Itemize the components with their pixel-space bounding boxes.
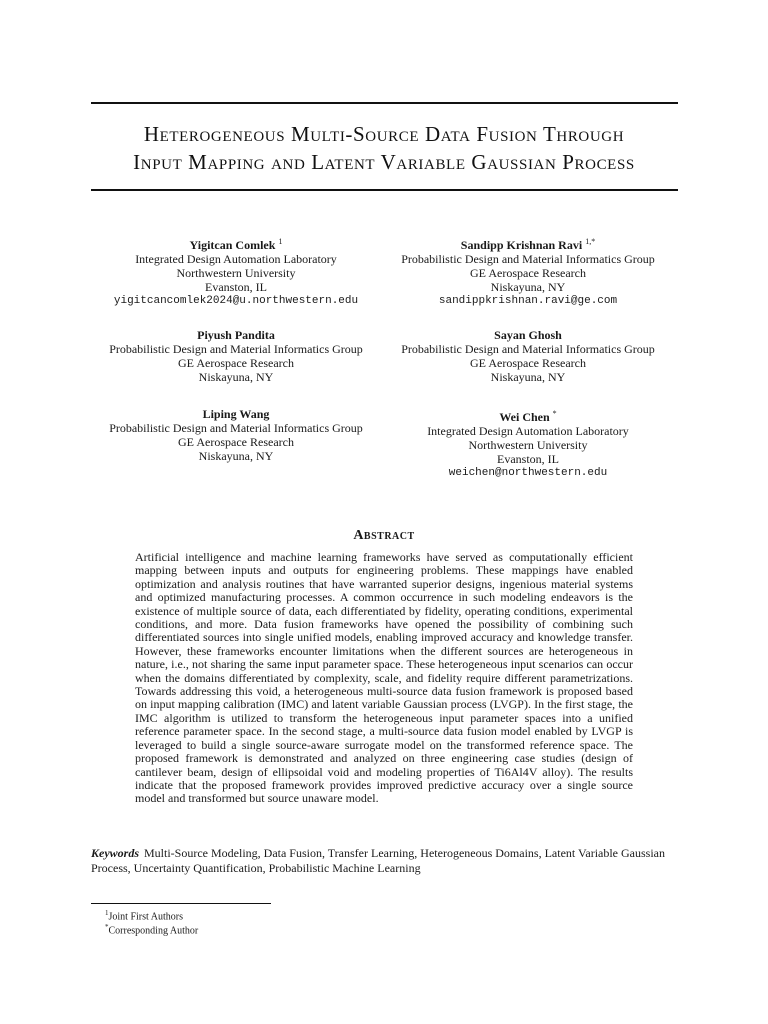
author-location: Niskayuna, NY: [490, 370, 566, 384]
author-email[interactable]: yigitcancomlek2024@u.northwestern.edu: [113, 295, 359, 307]
paper-title-line-1: Heterogeneous Multi-Source Data Fusion Through: [143, 122, 625, 146]
keywords-text: Multi-Source Modeling, Data Fusion, Transfer Learning, Heterogeneous Domains, Latent Variable Gaussian Process, Uncertainty Quantification, Probabilistic Machine Learning: [91, 846, 666, 875]
author-block: [76, 235, 396, 308]
author-affiliation: Probabilistic Design and Material Informatics Group: [401, 252, 655, 266]
author-name: Liping Wang: [202, 407, 270, 421]
author-affiliation: Probabilistic Design and Material Informatics Group: [109, 421, 363, 435]
author-name: Sayan Ghosh: [494, 328, 562, 342]
author-block: [76, 328, 396, 384]
author-location: Evanston, IL: [205, 280, 267, 294]
author-location: Niskayuna, NY: [198, 370, 274, 384]
author-email[interactable]: weichen@northwestern.edu: [448, 467, 608, 479]
author-block: [368, 235, 688, 308]
title-rule-bottom: [91, 189, 678, 191]
author-name: Wei Chen *: [499, 409, 557, 424]
abstract-heading: Abstract: [353, 528, 415, 543]
author-institution: GE Aerospace Research: [470, 356, 586, 370]
author-institution: Northwestern University: [468, 438, 588, 452]
keywords: [91, 846, 678, 876]
author-name: Sandipp Krishnan Ravi $^{1,*}$: [460, 237, 596, 252]
footnote-rule: [91, 903, 271, 904]
author-name: Yigitcan Comlek $^1$: [189, 237, 283, 252]
author-location: Evanston, IL: [497, 452, 559, 466]
footnote: *Corresponding Author: [105, 923, 199, 937]
footnote: $^1$Joint First Authors: [105, 909, 183, 923]
author-block: [368, 328, 688, 384]
author-affiliation: Integrated Design Automation Laboratory: [135, 252, 337, 266]
author-name: Piyush Pandita: [197, 328, 275, 342]
author-email[interactable]: sandippkrishnan.ravi@ge.com: [438, 295, 618, 307]
author-affiliation: Integrated Design Automation Laboratory: [427, 424, 629, 438]
author-block: [368, 407, 688, 480]
author-affiliation: Probabilistic Design and Material Informatics Group: [109, 342, 363, 356]
author-affiliation: Probabilistic Design and Material Informatics Group: [401, 342, 655, 356]
title-rule-top: [91, 102, 678, 104]
paper-title-line-2: Input Mapping and Latent Variable Gaussian Process: [133, 150, 635, 174]
abstract-body: Artificial intelligence and machine learning frameworks have served as computationally efficient mapping between inputs and outputs for engineering problems. These mappings have enabled optimization and analysis routines that have warranted superior designs, ingenious material systems and optimized manufacturing processes. A common occurrence in such modeling endeavors is the existence of multiple source of data, each differentiated by fidelity, operating conditions, experimental conditions, and more. Data fusion frameworks have opened the possibility of combining such differentiated sources into single unified models, enabling improved accuracy and knowledge transfer. However, these frameworks encounter limitations when the different sources are heterogeneous in nature, i.e., not sharing the same input parameter space. These heterogeneous input scenarios can occur when the domains differentiated by complexity, scale, and fidelity require different parametrizations. Towards addressing this void, a heterogeneous multi-source data fusion framework is proposed based on input mapping calibration (IMC) and latent variable Gaussian process (LVGP). In the first stage, the IMC algorithm is utilized to transform the heterogeneous input parameter spaces into a unified reference parameter space. In the second stage, a multi-source data fusion model enabled by LVGP is leveraged to build a single source-aware surrogate model on the transformed reference space. The proposed framework is demonstrated and analyzed on three engineering case studies (design of cantilever beam, design of ellipsoidal void and modeling properties of Ti6Al4V alloy). The results indicate that the proposed framework provides improved predictive accuracy over a single source model and transformed but source unaware model.: [135, 550, 633, 806]
author-location: Niskayuna, NY: [198, 449, 274, 463]
author-institution: GE Aerospace Research: [178, 356, 294, 370]
author-location: Niskayuna, NY: [490, 280, 566, 294]
author-institution: Northwestern University: [176, 266, 296, 280]
author-institution: GE Aerospace Research: [178, 435, 294, 449]
keywords-label: Keywords: [91, 846, 139, 860]
author-institution: GE Aerospace Research: [470, 266, 586, 280]
author-block: [76, 407, 396, 463]
